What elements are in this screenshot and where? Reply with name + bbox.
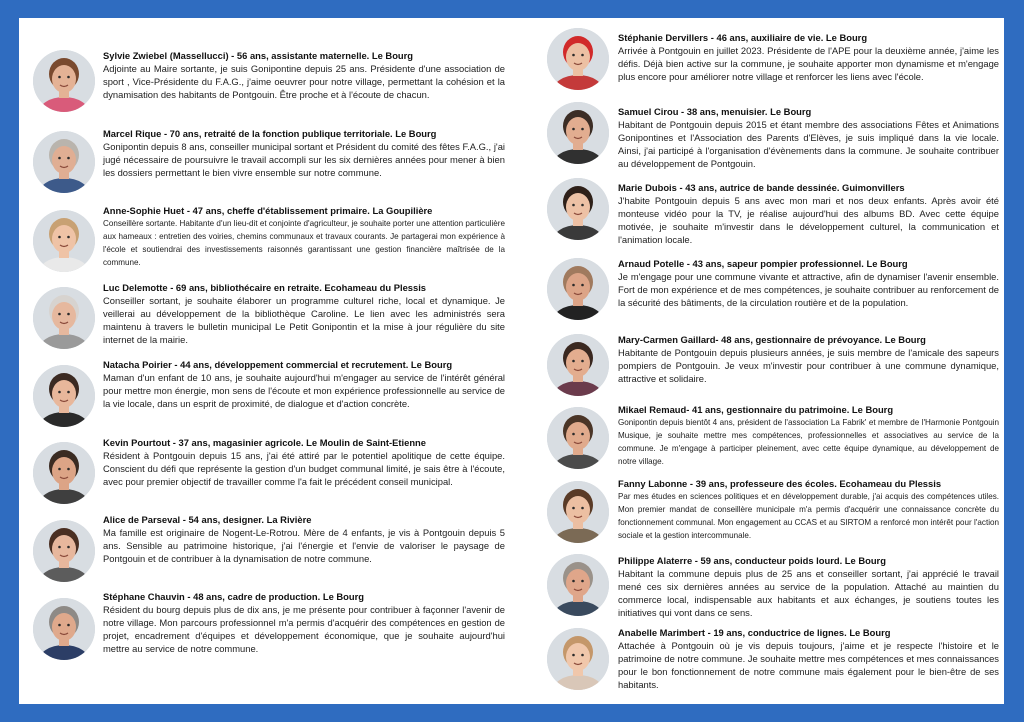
candidate-photo — [33, 520, 95, 582]
candidate-photo — [33, 50, 95, 112]
candidate-bio: Habitant la commune depuis plus de 25 ans et conseiller sortant, j'ai apprécié le travail mené ces six dernières années au service de la population. Attaché au maintien du commerce local, indispensable aux habitants et aux échanges, je soutiens toutes les initiatives qui vont dans ce sens. — [618, 567, 999, 618]
candidate-text — [103, 282, 505, 347]
candidate-photo — [547, 28, 609, 90]
candidate-bio: Gonipontin depuis bientôt 4 ans, président de l'association La Fabrik' et membre de l'Harmonie Pontgouin Musique, je souhaite mettre mes compétences, professionnelles et associatives au service de la commune. Je m'engage à participer pleinement, avec cette équipe dynamique, au développement de notre village. — [618, 417, 999, 466]
portrait-icon — [547, 481, 609, 543]
candidate-text — [618, 555, 999, 620]
candidate-name: Natacha Poirier - 44 ans, développement commercial et recrutement. Le Bourg — [103, 359, 453, 370]
candidate-bio: Adjointe au Maire sortante, je suis Gonipontine depuis 25 ans. Présidente d'une association de sport , Vice-Présidente du F.A.G., j'aime oeuvrer pour notre village, permettant la cohésion et la dynamisation des habitants de Pontgouin. Être proche et à l'écoute de chacun. — [103, 62, 505, 100]
candidate-bio: Maman d'un enfant de 10 ans, je souhaite aujourd'hui m'engager au service de l'intérêt général pour mettre mon énergie, mon sens de l'écoute et mon expérience professionnelle au service de la vie locale, dans un esprit de proximité, de dialogue et d'action concrète. — [103, 371, 505, 409]
candidate-page — [19, 18, 1004, 704]
portrait-icon — [33, 210, 95, 272]
candidate-name: Marcel Rique - 70 ans, retraité de la fonction publique territoriale. Le Bourg — [103, 128, 437, 139]
candidate-bio: Par mes études en sciences politiques et en développement durable, j'ai acquis des compétences utiles. Mon premier mandat de conseillère municipale m'a permis d'acquérir une connaissance concrète du fonctionnement communal. Mon engagement au CCAS et au SIRTOM a renforcé mon intérêt pour l'action sociale et la gestion intercommunale. — [618, 491, 999, 540]
candidate-name: Stéphanie Dervillers - 46 ans, auxiliaire de vie. Le Bourg — [618, 32, 868, 43]
candidate-bio: Conseillère sortante. Habitante d'un lieu-dit et conjointe d'agriculteur, je souhaite porter une attention particulière aux hameaux : entretien des voiries, chemins communaux et travaux courants. Je partagerai mon expérience à l'école et soutiendrai des investissements raisonnés garantissant une gestion financière maîtrisée de la commune. — [103, 218, 505, 267]
candidate-photo — [547, 334, 609, 396]
candidate-name: Sylvie Zwiebel (Massellucci) - 56 ans, assistante maternelle. Le Bourg — [103, 50, 414, 61]
portrait-icon — [33, 287, 95, 349]
portrait-icon — [547, 178, 609, 240]
candidate-name: Luc Delemotte - 69 ans, bibliothécaire en retraite. Ecohameau du Plessis — [103, 282, 427, 293]
candidate-photo — [33, 287, 95, 349]
candidate-name: Kevin Pourtout - 37 ans, magasinier agricole. Le Moulin de Saint-Etienne — [103, 437, 426, 448]
candidate-text — [618, 258, 999, 310]
candidate-name: Stéphane Chauvin - 48 ans, cadre de production. Le Bourg — [103, 591, 364, 602]
portrait-icon — [547, 407, 609, 469]
portrait-icon — [547, 28, 609, 90]
candidate-photo — [547, 178, 609, 240]
portrait-icon — [33, 131, 95, 193]
candidate-name: Arnaud Potelle - 43 ans, sapeur pompier professionnel. Le Bourg — [618, 258, 908, 269]
candidate-text — [103, 359, 505, 411]
candidate-bio: Gonipontin depuis 8 ans, conseiller municipal sortant et Président du comité des fêtes F.A.G., j'ai jugé nécessaire de poursuivre le travail accompli sur les six dernières années pour mener à bien les dossiers permettant le bien vivre ensemble sur notre commune. — [103, 140, 505, 178]
candidate-bio: Arrivée à Pontgouin en juillet 2023. Présidente de l'APE pour la deuxième année, j'aime les défis. Déjà bien active sur la commune, je souhaite apporter mon dynamisme et m'engage plus encore pour améliorer notre village et renforcer les liens avec l'école. — [618, 44, 999, 82]
portrait-icon — [33, 442, 95, 504]
candidate-text — [103, 128, 505, 180]
candidate-photo — [33, 442, 95, 504]
candidate-text — [618, 627, 999, 692]
candidate-text — [103, 591, 505, 656]
portrait-icon — [547, 628, 609, 690]
candidate-bio: Résident à Pontgouin depuis 15 ans, j'ai été attiré par le potentiel apolitique de cette équipe. Conscient du défi que représente la gestion d'un budget communal limité, je sais être à l'écoute, avec pour premier objectif de travailler comme l'a fait le précédent conseil municipal. — [103, 449, 505, 487]
candidate-photo — [547, 628, 609, 690]
candidate-text — [103, 514, 505, 566]
candidate-bio: Habitante de Pontgouin depuis plusieurs années, je suis membre de l'amicale des sapeurs pompiers de Pontgouin. Je veux m'investir pour contribuer à une commune dynamique, attractive et solidaire. — [618, 346, 999, 384]
candidate-photo — [33, 210, 95, 272]
candidate-photo — [33, 598, 95, 660]
candidate-name: Anne-Sophie Huet - 47 ans, cheffe d'établissement primaire. La Goupilière — [103, 205, 433, 216]
candidate-bio: Conseiller sortant, je souhaite élaborer un programme culturel riche, local et dynamique. Je veillerai au développement de la bibliothèque Caroline. Le lien avec les administrés sera maintenu à travers le bulletin municipal Le Petit Gonipontin et la mise à jour régulière du site internet de la mairie. — [103, 294, 505, 345]
portrait-icon — [547, 102, 609, 164]
candidate-text — [618, 478, 999, 543]
portrait-icon — [33, 50, 95, 112]
candidate-name: Samuel Cirou - 38 ans, menuisier. Le Bourg — [618, 106, 812, 117]
portrait-icon — [33, 598, 95, 660]
candidate-text — [618, 182, 999, 247]
candidate-bio: J'habite Pontgouin depuis 5 ans avec mon mari et nos deux enfants. Après avoir été monteuse vidéo pour la TV, je réalise aujourd'hui des albums BD. Avec cette équipe motivée, je souhaite m'investir dans le développement culturel, la communication et l'animation locale. — [618, 194, 999, 245]
candidate-name: Fanny Labonne - 39 ans, professeure des écoles. Ecohameau du Plessis — [618, 478, 942, 489]
candidate-photo — [33, 365, 95, 427]
portrait-icon — [547, 258, 609, 320]
candidate-photo — [547, 102, 609, 164]
candidate-text — [103, 205, 505, 270]
candidate-text — [618, 404, 999, 469]
portrait-icon — [547, 554, 609, 616]
candidate-text — [103, 437, 505, 489]
portrait-icon — [547, 334, 609, 396]
portrait-icon — [33, 365, 95, 427]
candidate-photo — [33, 131, 95, 193]
candidate-name: Philippe Alaterre - 59 ans, conducteur poids lourd. Le Bourg — [618, 555, 886, 566]
candidate-text — [618, 106, 999, 171]
candidate-photo — [547, 407, 609, 469]
candidate-name: Marie Dubois - 43 ans, autrice de bande dessinée. Guimonvillers — [618, 182, 905, 193]
candidate-bio: Résident du bourg depuis plus de dix ans, je me présente pour contribuer à façonner l'avenir de notre village. Mon parcours professionnel m'a permis d'acquérir des compétences en gestion de projet, encadrement d'équipes et développement économique, que je souhaite aujourd'hui mettre au service de notre commune. — [103, 603, 505, 654]
candidate-name: Alice de Parseval - 54 ans, designer. La Rivière — [103, 514, 312, 525]
candidate-photo — [547, 554, 609, 616]
portrait-icon — [33, 520, 95, 582]
candidate-name: Mary-Carmen Gaillard- 48 ans, gestionnaire de prévoyance. Le Bourg — [618, 334, 926, 345]
candidate-name: Mikael Remaud- 41 ans, gestionnaire du patrimoine. Le Bourg — [618, 404, 894, 415]
candidate-bio: Ma famille est originaire de Nogent-Le-Rotrou. Mère de 4 enfants, je vis à Pontgouin depuis 5 ans. Sensible au patrimoine historique, j'ai l'énergie et l'envie de valoriser le paysage de Pontgouin et de contribuer à la dynamisation de notre commune. — [103, 526, 505, 564]
candidate-name: Anabelle Marimbert - 19 ans, conductrice de lignes. Le Bourg — [618, 627, 891, 638]
candidate-text — [103, 50, 505, 102]
candidate-text — [618, 32, 999, 84]
candidate-bio: Je m'engage pour une commune vivante et attractive, afin de dynamiser l'avenir ensemble. Fort de mon expérience et de mes compétences, je souhaite contribuer au renforcement de la sécurité des bâtiments, de la circulation routière et de la population. — [618, 270, 999, 308]
candidate-bio: Habitant de Pontgouin depuis 2015 et étant membre des associations Fêtes et Animations Gonipontines et l'Association des Parents d'Elèves, je suis impliqué dans la vie locale. Ainsi, j'ai participé à l'organisation d'évènements dans la commune. Je souhaite contribuer au développement de Pontgouin. — [618, 118, 999, 169]
candidate-photo — [547, 258, 609, 320]
candidate-bio: Attachée à Pontgouin où je vis depuis toujours, j'aime et je respecte l'histoire et le patrimoine de notre commune. Je souhaite mettre mes compétences et mes connaissances pour le bon fonctionnement de notre commune mais également pour le bien-être de ses habitants. — [618, 639, 999, 690]
candidate-text — [618, 334, 999, 386]
candidate-photo — [547, 481, 609, 543]
